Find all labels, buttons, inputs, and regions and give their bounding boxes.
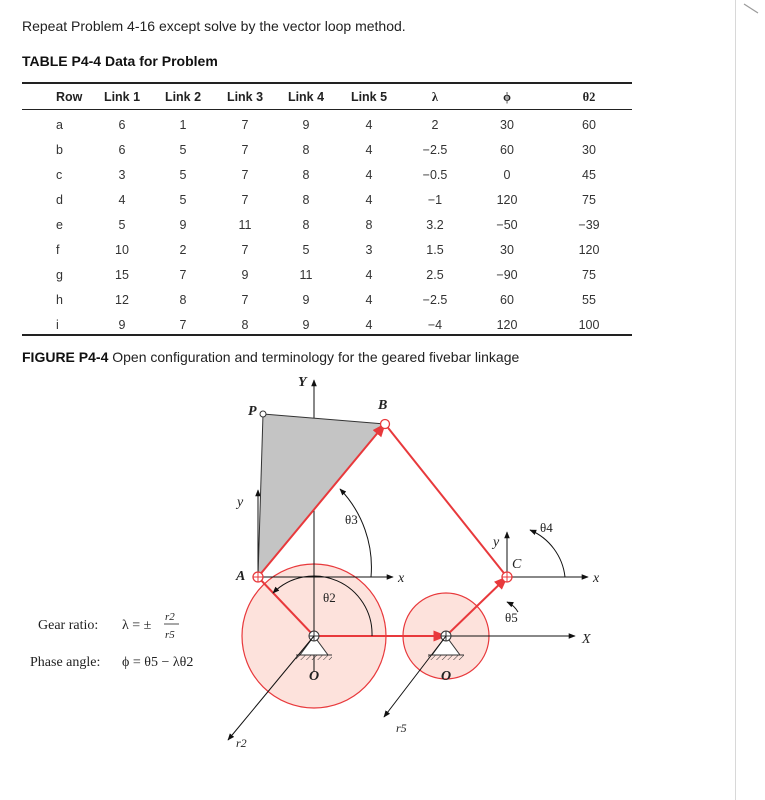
table-cell: 15 xyxy=(115,267,129,282)
label-point-b: B xyxy=(378,398,388,413)
pin-joint-icon xyxy=(253,572,263,582)
table-cell: 3 xyxy=(365,242,373,257)
table-cell: 9 xyxy=(241,267,249,282)
table-cell: 5 xyxy=(179,142,187,157)
table-title: TABLE P4-4 Data for Problem xyxy=(22,53,218,69)
table-cell: 120 xyxy=(496,317,518,332)
table-cell: 120 xyxy=(496,192,518,207)
table-cell: 8 xyxy=(179,292,187,307)
label-x-global: X xyxy=(582,632,591,647)
table-cell: 8 xyxy=(302,192,310,207)
table-cell: −0.5 xyxy=(422,167,448,182)
table-cell: 55 xyxy=(582,292,596,307)
theta4-arc xyxy=(530,530,565,577)
header-cell: ϕ xyxy=(503,89,511,104)
table-cell: −50 xyxy=(496,217,518,232)
table-cell: 3.2 xyxy=(426,217,444,232)
label-theta4: θ4 xyxy=(540,520,553,535)
table-cell: 6 xyxy=(118,142,126,157)
table-cell: 9 xyxy=(302,317,310,332)
table-cell: −1 xyxy=(427,192,443,207)
table-cell: −2.5 xyxy=(422,142,448,157)
problem-statement: Repeat Problem 4-16 except solve by the vector loop method. xyxy=(22,18,406,34)
table-cell: 45 xyxy=(582,167,596,182)
gear-ratio-numerator: r2 xyxy=(165,611,175,623)
row-label-cell: c xyxy=(56,167,63,182)
header-cell: Link 5 xyxy=(350,90,388,104)
table-cell: 8 xyxy=(302,217,310,232)
label-y-global: Y xyxy=(298,375,307,390)
table-cell: 5 xyxy=(179,192,187,207)
table-cell: 12 xyxy=(115,292,129,307)
table-row xyxy=(22,312,632,337)
table-cell: 8 xyxy=(365,217,373,232)
table-cell: 4 xyxy=(365,267,373,282)
table-cell: 7 xyxy=(241,142,249,157)
label-point-a: A xyxy=(236,569,246,584)
table-cell: 4 xyxy=(365,117,373,132)
table-cell: 7 xyxy=(179,267,187,282)
data-table xyxy=(22,86,632,337)
table-cell: 8 xyxy=(241,317,249,332)
label-pivot-o5: O xyxy=(441,669,452,684)
header-cell: Row xyxy=(56,90,83,104)
table-cell: 5 xyxy=(118,217,126,232)
table-cell: 9 xyxy=(179,217,187,232)
table-cell: 30 xyxy=(500,242,514,257)
table-cell: 100 xyxy=(578,317,600,332)
label-x-local-c: x xyxy=(593,571,600,586)
table-top-rule xyxy=(22,82,632,84)
row-label-cell: d xyxy=(56,192,63,207)
table-row xyxy=(22,162,632,187)
header-cell: θ2 xyxy=(582,89,596,104)
table-cell: 8 xyxy=(302,142,310,157)
table-row xyxy=(22,187,632,212)
table-row xyxy=(22,137,632,162)
label-point-p: P xyxy=(248,404,257,419)
table-row xyxy=(22,237,632,262)
table-cell: 10 xyxy=(115,242,129,257)
row-label-cell: b xyxy=(56,142,63,157)
figure-caption-label: FIGURE P4-4 xyxy=(22,349,109,365)
row-label-cell: e xyxy=(56,217,63,232)
table-cell: 7 xyxy=(241,117,249,132)
row-label-cell: a xyxy=(56,117,63,132)
table-cell: 5 xyxy=(179,167,187,182)
table-cell: 2 xyxy=(179,242,187,257)
figure-caption xyxy=(22,349,519,365)
figure-caption-text: Open configuration and terminology for the geared fivebar linkage xyxy=(108,349,520,365)
gear-ratio-expr: λ = ± xyxy=(122,618,152,633)
header-cell: Link 4 xyxy=(287,90,325,104)
table-cell: 60 xyxy=(500,142,514,157)
label-r2: r2 xyxy=(236,736,247,750)
gear-ratio-label: Gear ratio: xyxy=(38,618,99,633)
linkage-figure xyxy=(0,372,735,792)
table-cell: 8 xyxy=(302,167,310,182)
pin-joint-icon xyxy=(381,420,390,429)
gear-ratio-denominator: r5 xyxy=(165,629,175,641)
table-cell: 5 xyxy=(302,242,310,257)
header-cell: Link 2 xyxy=(164,90,202,104)
table-cell: 2 xyxy=(431,117,439,132)
label-pivot-o2: O xyxy=(309,669,320,684)
header-cell: Link 3 xyxy=(226,90,264,104)
chevron-right-icon[interactable] xyxy=(740,2,762,24)
table-cell: 11 xyxy=(299,267,313,282)
table-row xyxy=(22,212,632,237)
table-cell: 4 xyxy=(365,142,373,157)
table-cell: 1 xyxy=(179,117,187,132)
row-label-cell: g xyxy=(56,267,63,282)
header-cell: λ xyxy=(431,89,439,104)
table-cell: 0 xyxy=(503,167,511,182)
table-cell: −2.5 xyxy=(422,292,448,307)
scrollbar-edge[interactable] xyxy=(735,0,736,800)
row-label-cell: h xyxy=(56,292,63,307)
row-label-cell: f xyxy=(56,242,60,257)
table-cell: 7 xyxy=(241,242,249,257)
label-y-local-c: y xyxy=(493,535,500,550)
table-cell: 7 xyxy=(179,317,187,332)
table-cell: 3 xyxy=(118,167,126,182)
label-point-c: C xyxy=(512,557,522,572)
table-row xyxy=(22,287,632,312)
label-x-local-a: x xyxy=(398,571,405,586)
table-cell: −4 xyxy=(427,317,443,332)
pin-joint-icon xyxy=(502,572,512,582)
table-cell: 7 xyxy=(241,167,249,182)
table-cell: 4 xyxy=(365,317,373,332)
table-cell: 30 xyxy=(582,142,596,157)
table-cell: 120 xyxy=(578,242,600,257)
table-cell: 1.5 xyxy=(426,242,444,257)
label-theta3: θ3 xyxy=(345,512,358,527)
table-cell: 11 xyxy=(238,217,252,232)
table-cell: 9 xyxy=(302,117,310,132)
table-cell: 75 xyxy=(582,267,596,282)
label-y-local-a: y xyxy=(237,495,244,510)
table-cell: 9 xyxy=(118,317,126,332)
point-p-marker xyxy=(260,411,266,417)
table-cell: 60 xyxy=(500,292,514,307)
phase-angle-expr: ϕ = θ5 − λθ2 xyxy=(122,655,194,670)
label-r5: r5 xyxy=(396,721,407,735)
table-cell: 2.5 xyxy=(426,267,444,282)
table-cell: 4 xyxy=(365,192,373,207)
table-cell: 7 xyxy=(241,292,249,307)
table-cell: 75 xyxy=(582,192,596,207)
table-cell: 4 xyxy=(365,167,373,182)
phase-angle-label: Phase angle: xyxy=(30,655,101,670)
header-cell: Link 1 xyxy=(103,90,141,104)
table-header-row xyxy=(22,86,632,108)
theta3-arc xyxy=(340,489,371,577)
table-cell: 30 xyxy=(500,117,514,132)
table-cell: −90 xyxy=(496,267,518,282)
table-row xyxy=(22,108,632,137)
table-cell: 9 xyxy=(302,292,310,307)
link-4 xyxy=(385,424,507,577)
label-theta2: θ2 xyxy=(323,590,336,605)
label-theta5: θ5 xyxy=(505,610,518,625)
table-cell: 4 xyxy=(118,192,126,207)
table-row xyxy=(22,262,632,287)
table-cell: 60 xyxy=(582,117,596,132)
table-cell: −39 xyxy=(578,217,600,232)
table-cell: 6 xyxy=(118,117,126,132)
table-cell: 7 xyxy=(241,192,249,207)
row-label-cell: i xyxy=(56,317,59,332)
table-cell: 4 xyxy=(365,292,373,307)
